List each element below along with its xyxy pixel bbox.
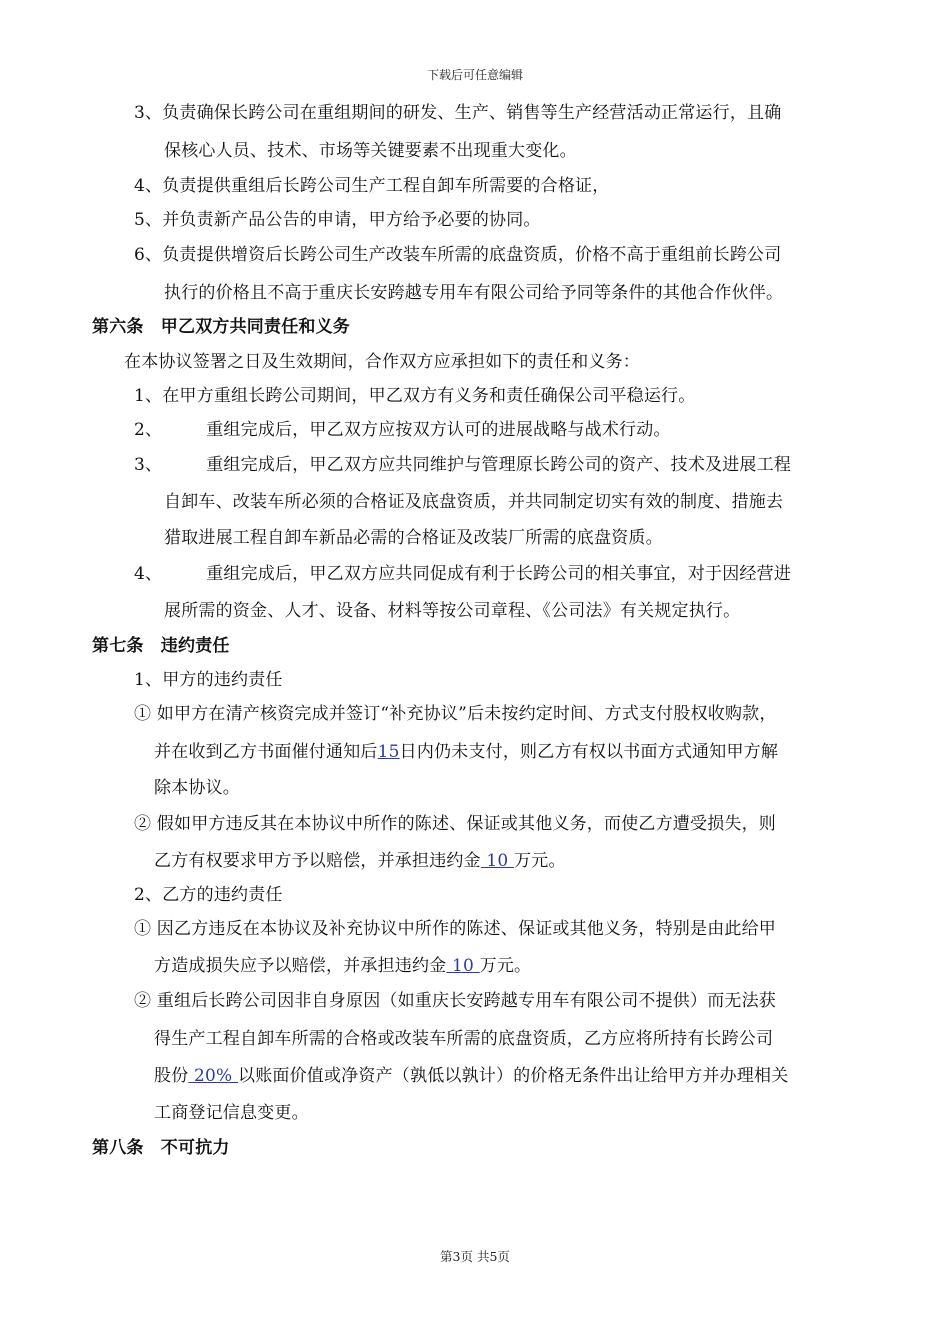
clause-6-item-4-line-1: 4、 重组完成后，甲乙双方应共同促成有利于长跨公司的相关事宜，对于因经营进: [134, 564, 792, 584]
party-a-liability-title: 1、甲方的违约责任: [134, 670, 283, 690]
share-percent-blank: 20%: [188, 1066, 238, 1086]
clause-6-item-3-line-2: 自卸车、改装车所必须的合格证及底盘资质，并共同制定切实有效的制度、措施去: [164, 492, 784, 512]
page-footer: 第3页 共5页: [440, 1249, 510, 1264]
party-b-liability-2-line-2: 得生产工程自卸车所需的合格或改装车所需的底盘资质，乙方应将所持有长跨公司: [154, 1029, 774, 1049]
party-a-liability-1-line-2: 并在收到乙方书面催付通知后15日内仍未支付，则乙方有权以书面方式通知甲方解: [154, 742, 779, 762]
clause-5-item-3-line-1: 3、负责确保长跨公司在重组期间的研发、生产、销售等生产经营活动正常运行，且确: [134, 103, 782, 123]
clause-5-item-6-line-1: 6、负责提供增资后长跨公司生产改装车所需的底盘资质，价格不高于重组前长跨公司: [134, 245, 782, 265]
clause-6-item-2: 2、 重组完成后，甲乙双方应按双方认可的进展战略与战术行动。: [134, 420, 671, 440]
party-a-liability-1-line-1: ① 如甲方在清产核资完成并签订“补充协议”后未按约定时间、方式支付股权收购款，: [134, 704, 777, 724]
party-a-liability-2-line-1: ② 假如甲方违反其在本协议中所作的陈述、保证或其他义务，而使乙方遭受损失，则: [134, 814, 777, 834]
clause-5-item-6-line-2: 执行的价格且不高于重庆长安跨越专用车有限公司给予同等条件的其他合作伙伴。: [164, 283, 784, 303]
payment-days-blank: 15: [377, 742, 400, 762]
clause-8-heading: 第八条 不可抗力: [92, 1138, 230, 1158]
penalty-amount-b-blank: 10: [446, 956, 480, 976]
party-b-liability-2-line-3: 股份 20% 以账面价值或净资产（孰低以孰计）的价格无条件出让给甲方并办理相关: [154, 1066, 789, 1086]
clause-6-item-3-line-3: 猎取进展工程自卸车新品必需的合格证及改装厂所需的底盘资质。: [164, 528, 663, 548]
party-b-liability-1-line-1: ① 因乙方违反在本协议及补充协议中所作的陈述、保证或其他义务，特别是由此给甲: [134, 919, 777, 939]
party-a-liability-1-line-3: 除本协议。: [154, 778, 240, 798]
clause-5-item-3-line-2: 保核心人员、技术、市场等关键要素不出现重大变化。: [164, 141, 577, 161]
clause-6-item-3-line-1: 3、 重组完成后，甲乙双方应共同维护与管理原长跨公司的资产、技术及进展工程: [134, 455, 792, 475]
page-header: 下载后可任意编辑: [426, 68, 523, 82]
clause-5-item-5: 5、并负责新产品公告的申请，甲方给予必要的协同。: [134, 210, 541, 230]
clause-6-intro: 在本协议签署之日及生效期间，合作双方应承担如下的责任和义务：: [124, 352, 640, 372]
penalty-amount-a-blank: 10: [480, 851, 515, 871]
party-b-liability-1-line-2: 方造成损失应予以赔偿，并承担违约金 10 万元。: [154, 956, 532, 976]
clause-7-heading: 第七条 违约责任: [92, 636, 230, 656]
clause-6-item-1: 1、在甲方重组长跨公司期间，甲乙双方有义务和责任确保公司平稳运行。: [134, 386, 696, 406]
party-b-liability-2-line-4: 工商登记信息变更。: [154, 1103, 309, 1123]
party-b-liability-title: 2、乙方的违约责任: [134, 885, 283, 905]
clause-6-heading: 第六条 甲乙双方共同责任和义务: [92, 317, 350, 337]
clause-5-item-4: 4、负责提供重组后长跨公司生产工程自卸车所需要的合格证，: [134, 176, 610, 196]
clause-6-item-4-line-2: 展所需的资金、人才、设备、材料等按公司章程、《公司法》有关规定执行。: [164, 601, 741, 621]
party-a-liability-2-line-2: 乙方有权要求甲方予以赔偿，并承担违约金 10 万元。: [154, 851, 566, 871]
party-b-liability-2-line-1: ② 重组后长跨公司因非自身原因（如重庆长安跨越专用车有限公司不提供）而无法获: [134, 991, 777, 1011]
